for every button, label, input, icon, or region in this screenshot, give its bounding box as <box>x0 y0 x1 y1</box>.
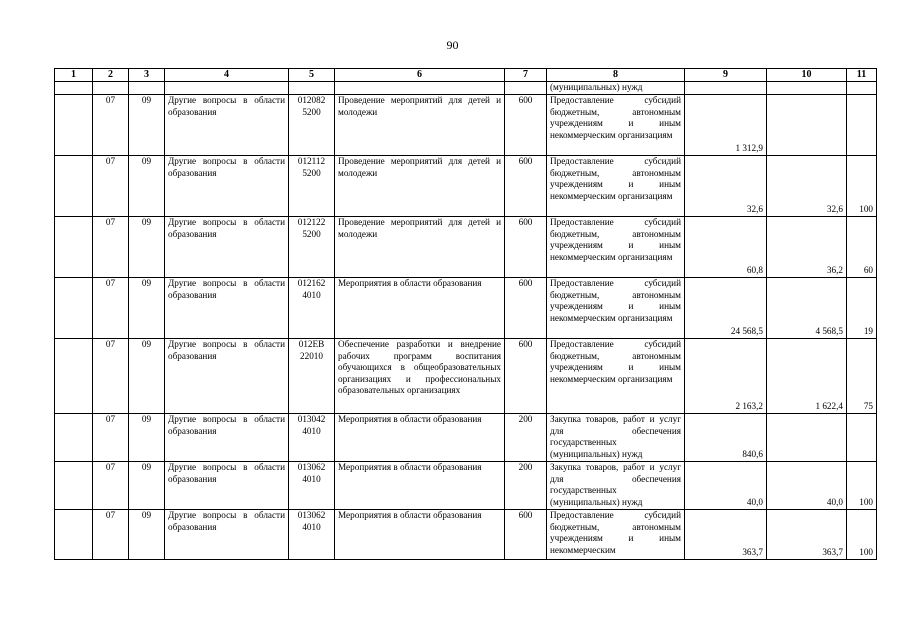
cell-target-code: 013042 4010 <box>289 414 335 462</box>
table-row <box>55 339 877 414</box>
cell-percent: 19 <box>847 278 877 339</box>
cell-section-name: Другие вопросы в области образования <box>165 414 289 462</box>
cell-section: 07 <box>93 278 129 339</box>
cell-subsection: 09 <box>129 510 165 560</box>
cell-row-number <box>55 414 93 462</box>
continuation-row <box>55 82 877 95</box>
col-header: 9 <box>685 69 767 82</box>
cell-subsection: 09 <box>129 462 165 510</box>
cell-percent <box>847 95 877 156</box>
table-row <box>55 510 877 560</box>
cell-program-name: Проведение мероприятий для детей и молодежи <box>335 156 505 217</box>
cell-section: 07 <box>93 462 129 510</box>
cell-percent <box>847 414 877 462</box>
cell-executed: 4 568,5 <box>767 278 847 339</box>
cell-row-number <box>55 278 93 339</box>
cell-purpose: Предоставление субсидий бюджетным, автономным учреждениям и иным некоммерческим организациям <box>547 156 685 217</box>
cell-section-name: Другие вопросы в области образования <box>165 156 289 217</box>
cell-target-code: 012ЕВ 22010 <box>289 339 335 414</box>
cell-purpose: (муниципальных) нужд <box>547 82 685 95</box>
cell-expense-type: 600 <box>505 217 547 278</box>
cell-executed: 40,0 <box>767 462 847 510</box>
cell-section: 07 <box>93 156 129 217</box>
table-row <box>55 95 877 156</box>
cell-planned: 363,7 <box>685 510 767 560</box>
cell-expense-type: 600 <box>505 278 547 339</box>
budget-table <box>54 68 877 560</box>
cell-purpose: Предоставление субсидий бюджетным, автономным учреждениям и иным некоммерческим <box>547 510 685 560</box>
table-row <box>55 278 877 339</box>
cell-planned: 24 568,5 <box>685 278 767 339</box>
cell-section-name: Другие вопросы в области образования <box>165 510 289 560</box>
col-header: 11 <box>847 69 877 82</box>
cell-purpose: Предоставление субсидий бюджетным, автономным учреждениям и иным некоммерческим организациям <box>547 339 685 414</box>
cell-program-name: Мероприятия в области образования <box>335 510 505 560</box>
cell-expense-type: 200 <box>505 462 547 510</box>
col-header: 8 <box>547 69 685 82</box>
cell-section-name: Другие вопросы в области образования <box>165 278 289 339</box>
cell-subsection: 09 <box>129 278 165 339</box>
cell-percent: 60 <box>847 217 877 278</box>
cell-expense-type: 600 <box>505 95 547 156</box>
cell-purpose: Закупка товаров, работ и услуг для обеспечения государственных (муниципальных) нужд <box>547 462 685 510</box>
cell-expense-type: 600 <box>505 156 547 217</box>
col-header: 5 <box>289 69 335 82</box>
cell-target-code: 012112 5200 <box>289 156 335 217</box>
col-header: 10 <box>767 69 847 82</box>
col-header: 1 <box>55 69 93 82</box>
cell-executed: 363,7 <box>767 510 847 560</box>
cell-expense-type: 200 <box>505 414 547 462</box>
cell-program-name: Проведение мероприятий для детей и молодежи <box>335 217 505 278</box>
cell-executed: 36,2 <box>767 217 847 278</box>
cell-executed <box>767 414 847 462</box>
cell-planned: 2 163,2 <box>685 339 767 414</box>
col-header: 7 <box>505 69 547 82</box>
cell-subsection: 09 <box>129 156 165 217</box>
cell-subsection: 09 <box>129 414 165 462</box>
cell-section-name: Другие вопросы в области образования <box>165 95 289 156</box>
cell-target-code: 013062 4010 <box>289 462 335 510</box>
cell-executed <box>767 95 847 156</box>
page-number: 90 <box>446 38 459 52</box>
table-row <box>55 156 877 217</box>
col-header: 2 <box>93 69 129 82</box>
cell-program-name: Обеспечение разработки и внедрение рабочих программ воспитания обучающихся в общеобразовательных организациях и профессиональных образовательных организациях <box>335 339 505 414</box>
cell-planned: 32,6 <box>685 156 767 217</box>
cell-row-number <box>55 462 93 510</box>
cell-subsection: 09 <box>129 95 165 156</box>
cell-purpose: Предоставление субсидий бюджетным, автономным учреждениям и иным некоммерческим организациям <box>547 278 685 339</box>
cell-expense-type: 600 <box>505 510 547 560</box>
cell-planned: 40,0 <box>685 462 767 510</box>
header-row <box>55 69 877 82</box>
cell-executed: 1 622,4 <box>767 339 847 414</box>
cell-row-number <box>55 156 93 217</box>
cell-row-number <box>55 217 93 278</box>
cell-target-code: 012082 5200 <box>289 95 335 156</box>
table-row <box>55 217 877 278</box>
table-row <box>55 414 877 462</box>
cell-section-name: Другие вопросы в области образования <box>165 217 289 278</box>
cell-section-name: Другие вопросы в области образования <box>165 339 289 414</box>
col-header: 3 <box>129 69 165 82</box>
cell-executed: 32,6 <box>767 156 847 217</box>
cell-program-name: Мероприятия в области образования <box>335 278 505 339</box>
cell-target-code: 012122 5200 <box>289 217 335 278</box>
col-header: 6 <box>335 69 505 82</box>
cell-section: 07 <box>93 95 129 156</box>
table-row <box>55 462 877 510</box>
cell-purpose: Предоставление субсидий бюджетным, автономным учреждениям и иным некоммерческим организациям <box>547 217 685 278</box>
cell-subsection: 09 <box>129 339 165 414</box>
cell-row-number <box>55 95 93 156</box>
col-header: 4 <box>165 69 289 82</box>
cell-row-number <box>55 510 93 560</box>
cell-section-name: Другие вопросы в области образования <box>165 462 289 510</box>
cell-target-code: 012162 4010 <box>289 278 335 339</box>
cell-section: 07 <box>93 510 129 560</box>
cell-planned: 1 312,9 <box>685 95 767 156</box>
cell-subsection: 09 <box>129 217 165 278</box>
cell-purpose: Предоставление субсидий бюджетным, автономным учреждениям и иным некоммерческим организациям <box>547 95 685 156</box>
cell-program-name: Мероприятия в области образования <box>335 414 505 462</box>
cell-section: 07 <box>93 414 129 462</box>
cell-percent: 100 <box>847 510 877 560</box>
cell-section: 07 <box>93 339 129 414</box>
cell-planned: 840,6 <box>685 414 767 462</box>
cell-row-number <box>55 339 93 414</box>
cell-planned: 60,8 <box>685 217 767 278</box>
cell-program-name: Проведение мероприятий для детей и молодежи <box>335 95 505 156</box>
cell-percent: 100 <box>847 462 877 510</box>
cell-percent: 75 <box>847 339 877 414</box>
cell-purpose: Закупка товаров, работ и услуг для обеспечения государственных (муниципальных) нужд <box>547 414 685 462</box>
cell-section: 07 <box>93 217 129 278</box>
cell-percent: 100 <box>847 156 877 217</box>
cell-target-code: 013062 4010 <box>289 510 335 560</box>
cell-program-name: Мероприятия в области образования <box>335 462 505 510</box>
cell-expense-type: 600 <box>505 339 547 414</box>
